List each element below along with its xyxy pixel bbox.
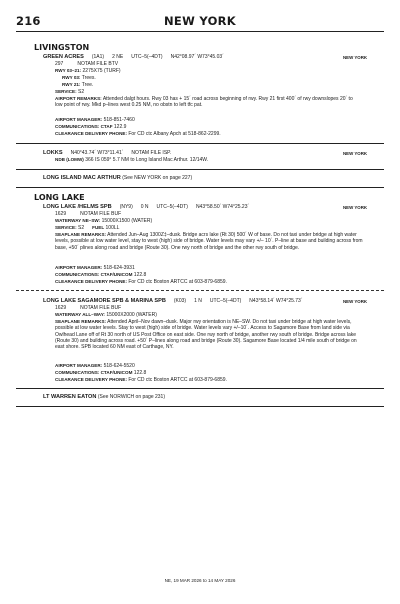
runway-value: 2275X75 (TURF) [82, 68, 121, 74]
clearance-label: CLEARANCE DELIVERY PHONE: [55, 279, 127, 284]
airport-distance: 1 N [194, 298, 202, 304]
airport-coords: N43°58.14´ W74°25.73´ [249, 298, 303, 304]
runway-03-value: Trees. [81, 75, 96, 81]
comms-value: 122.8 [133, 272, 147, 278]
city-long-lake: LONG LAKE [34, 193, 85, 202]
service-label: SERVICE: [55, 225, 77, 230]
airport-name: LONG LAKE SAGAMORE SPB & MARINA SPB [43, 298, 166, 304]
page-footer: NE, 19 MAR 2026 to 14 MAY 2026 [164, 578, 236, 583]
comms-line [55, 124, 126, 130]
elevation: 297 [55, 61, 64, 67]
section-divider [16, 187, 384, 188]
waterway-label: WATERWAY ALL–WAY: [55, 312, 105, 317]
cross-ref-name: LT WARREN EATON [43, 394, 97, 400]
elevation: 1629 [55, 305, 67, 311]
manager-label: AIRPORT MANAGER: [55, 117, 103, 122]
runway-21-line [62, 82, 93, 88]
airport-sagamore-line [43, 298, 303, 304]
cross-ref-name: LONG ISLAND MAC ARTHUR [43, 175, 121, 181]
service-value: S2 [78, 89, 85, 95]
cross-ref-long-island [43, 175, 192, 181]
airport-ident: (1A1) [91, 54, 105, 60]
clearance-line [55, 377, 227, 383]
remarks-label: AIRPORT REMARKS: [55, 96, 102, 101]
clearance-value: For CD ctc Albany Apch at 518-862-2299. [128, 131, 221, 137]
service-line [55, 89, 84, 95]
airport-remarks [55, 96, 358, 109]
section-divider [16, 169, 384, 170]
cross-ref-note: (See NORWICH on page 231) [97, 394, 166, 400]
airport-utc: UTC–5(–4DT) [209, 298, 242, 304]
cross-ref-lt-warren [43, 394, 165, 400]
airport-coords: N43°58.50´ W74°25.23´ [195, 204, 250, 210]
airport-distance: 0 N [140, 204, 149, 210]
runway-21-label: RWY 21: [62, 82, 81, 87]
airport-name: GREEN ACRES [43, 54, 84, 60]
airport-utc: UTC–5(–4DT) [131, 54, 163, 60]
elevation-line [55, 305, 121, 311]
page-number: 216 [16, 14, 41, 28]
waterway-line [55, 312, 157, 318]
region-label: NEW YORK [343, 55, 368, 60]
lokks-line [43, 150, 171, 156]
airport-ident: (NY9) [119, 204, 133, 210]
waterway-value: 15000X1500 (WATER) [101, 218, 153, 224]
manager-line [55, 363, 135, 369]
region-label: NEW YORK [343, 151, 368, 156]
runway-03-label: RWY 03: [62, 75, 81, 80]
remarks-value: Attended Jun–Aug 1300Z‡–dusk. Bridge acrs lake (Rt 30) 500´ W of base. Do not taxi under bridge at high water levels, possible at low water level, stay to west (high) side of bridge. Water levels may vary +/– 10´. P–line at base and building across from base, +50´ plines along road and bridge (Route 30). One rwy north of bridge and the other rwy south of bridge. [55, 232, 363, 251]
clearance-line [55, 131, 221, 137]
clearance-value: For CD ctc Boston ARTCC at 603-879-6859. [128, 279, 227, 285]
comms-label: COMMUNICATIONS: CTAF/UNICOM [55, 272, 133, 277]
comms-line [55, 370, 146, 376]
lokks-notam: NOTAM FILE ISP. [131, 150, 172, 156]
clearance-label: CLEARANCE DELIVERY PHONE: [55, 131, 127, 136]
manager-label: AIRPORT MANAGER: [55, 363, 103, 368]
manager-label: AIRPORT MANAGER: [55, 265, 103, 270]
remarks-value: Attended April–Nov dawn–dusk. Major rwy orientation is NE–SW. Do not taxi under bridge at high water levels, possible at low water levels. Stay to west (high) side of bridge. Water levels vary +/–10´. Access to Sagamore Base from land side via Owlhead Lane off of Rt 30 north of US Post Office on east side. One rwy north of bridge, another rwy south of bridge. Bridge across lake (Route 30) and building across road. +50´ P–lines along road and bridge (Route 30). Sagamore Base located 1/4 mile south of bridge on east shore. SPB located 60 NM east of Carthage, NY. [55, 319, 357, 351]
notam-file: NOTAM FILE BTV [77, 61, 119, 67]
clearance-line [55, 279, 227, 285]
comms-value: 122.8 [133, 370, 147, 376]
manager-value: 518-851-7460 [103, 117, 135, 123]
region-label: NEW YORK [343, 205, 368, 210]
airport-helms-line [43, 204, 249, 210]
comms-value: 122.9 [113, 124, 127, 130]
ndb-line [55, 157, 208, 163]
region-label: NEW YORK [343, 299, 368, 304]
airport-utc: UTC–5(–4DT) [156, 204, 188, 210]
header-rule [16, 31, 384, 32]
clearance-value: For CD ctc Boston ARTCC at 603-879-6859. [128, 377, 227, 383]
waterway-line [55, 218, 152, 224]
service-line [55, 225, 119, 231]
ndb-label: NDB (LOMW) [55, 157, 84, 162]
elevation-line [55, 211, 121, 217]
dashed-divider [16, 290, 384, 291]
runway-line [55, 68, 121, 74]
city-livingston: LIVINGSTON [34, 43, 90, 52]
cross-ref-note: (See NEW YORK on page 227) [122, 175, 193, 181]
airport-coords: N42°08.97´ W73°45.03´ [170, 54, 224, 60]
seaplane-remarks [55, 232, 365, 251]
state-title: NEW YORK [163, 14, 237, 28]
page-header [0, 0, 400, 30]
airport-name: LONG LAKE /HELMS SPB [43, 204, 112, 210]
service-value: S2 [78, 225, 85, 231]
lokks-coords: N40°43.74´ W73°11.41´ [70, 150, 124, 156]
waterway-value: 15000X2000 (WATER) [106, 312, 157, 318]
comms-line [55, 272, 146, 278]
airport-green-acres-line [43, 54, 224, 60]
runway-label: RWY 03–21: [55, 68, 82, 73]
seaplane-remarks [55, 319, 365, 350]
remarks-label: SEAPLANE REMARKS: [55, 232, 107, 237]
section-divider [16, 406, 384, 407]
manager-value: 518-624-3931 [103, 265, 135, 271]
section-divider [16, 143, 384, 144]
manager-value: 518-624-5520 [103, 363, 135, 369]
service-label: SERVICE: [55, 89, 77, 94]
notam-file: NOTAM FILE BUF [80, 211, 122, 217]
clearance-label: CLEARANCE DELIVERY PHONE: [55, 377, 127, 382]
fuel-value: 100LL [105, 225, 120, 231]
lokks-name: LOKKS [43, 150, 63, 156]
section-divider [16, 388, 384, 389]
airport-ident: (K03) [173, 298, 187, 304]
elevation-line [55, 61, 118, 67]
waterway-label: WATERWAY NE–SW: [55, 218, 101, 223]
airport-distance: 2 NE [112, 54, 124, 60]
remarks-value: Attended dalgt hours. Rwy 03 has + 15´ road across beginning of rwy. Rwy 21 first 400´ of rwy downslopes 20´ to low point of rwy. Mkd p–lines west 0.25 NM, no obstn to left tfc pat. [55, 96, 353, 109]
manager-line [55, 265, 135, 271]
fuel-label: FUEL [92, 225, 105, 230]
ndb-value: 366 IS 059° 5.7 NM to Long Island Mac Arthur. 12/14W. [85, 157, 209, 163]
comms-label: COMMUNICATIONS: CTAF/UNICOM [55, 370, 133, 375]
runway-21-value: Tree. [81, 82, 94, 88]
manager-line [55, 117, 135, 123]
notam-file: NOTAM FILE BUF [80, 305, 122, 311]
runway-03-line [62, 75, 96, 81]
comms-label: COMMUNICATIONS: CTAF [55, 124, 113, 129]
elevation: 1629 [55, 211, 67, 217]
remarks-label: SEAPLANE REMARKS: [55, 319, 107, 324]
